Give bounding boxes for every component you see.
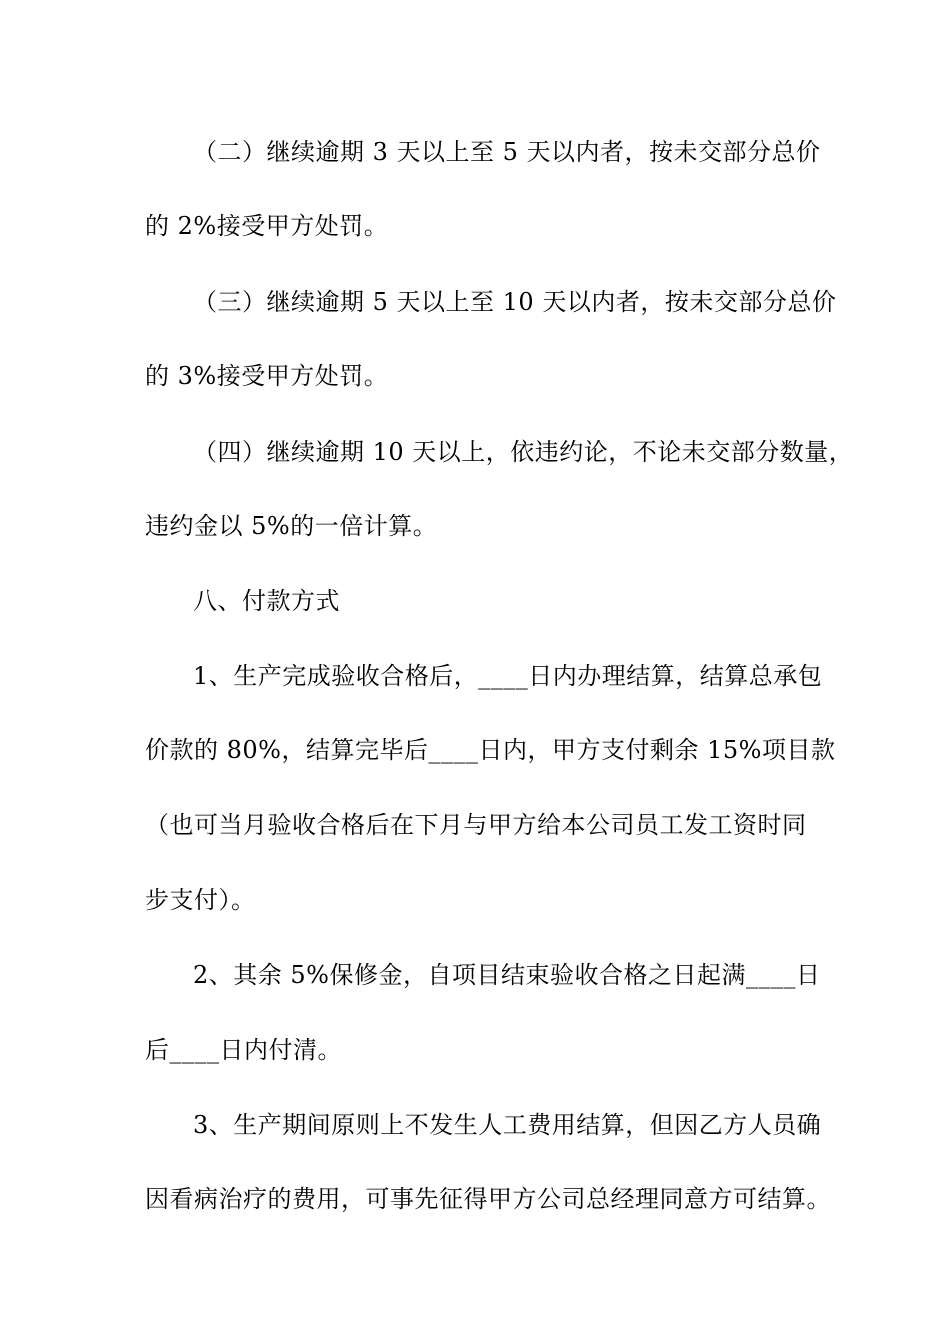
paragraph-line: 2、其余 5%保修金，自项目结束验收合格之日起满____日	[193, 961, 821, 989]
paragraph-line: 的 3%接受甲方处罚。	[145, 362, 389, 390]
paragraph-line: 违约金以 5%的一倍计算。	[145, 512, 438, 540]
paragraph-line: 因看病治疗的费用，可事先征得甲方公司总经理同意方可结算。	[145, 1185, 831, 1213]
paragraph-line: （二）继续逾期 3 天以上至 5 天以内者，按未交部分总价	[193, 138, 821, 166]
paragraph-line: 步支付）。	[145, 886, 256, 914]
paragraph-line: （也可当月验收合格后在下月与甲方给本公司员工发工资时同	[145, 811, 807, 839]
section-heading: 八、付款方式	[193, 587, 340, 615]
paragraph-line: （四）继续逾期 10 天以上，依违约论，不论未交部分数量，	[193, 438, 854, 466]
paragraph-line: 1、生产完成验收合格后，____日内办理结算，结算总承包	[193, 662, 823, 690]
paragraph-line: （三）继续逾期 5 天以上至 10 天以内者，按未交部分总价	[193, 288, 837, 316]
paragraph-line: 3、生产期间原则上不发生人工费用结算，但因乙方人员确	[193, 1111, 822, 1139]
paragraph-line: 的 2%接受甲方处罚。	[145, 212, 389, 240]
paragraph-line: 后____日内付清。	[145, 1036, 342, 1064]
paragraph-line: 价款的 80%，结算完毕后____日内，甲方支付剩余 15%项目款	[145, 736, 836, 764]
